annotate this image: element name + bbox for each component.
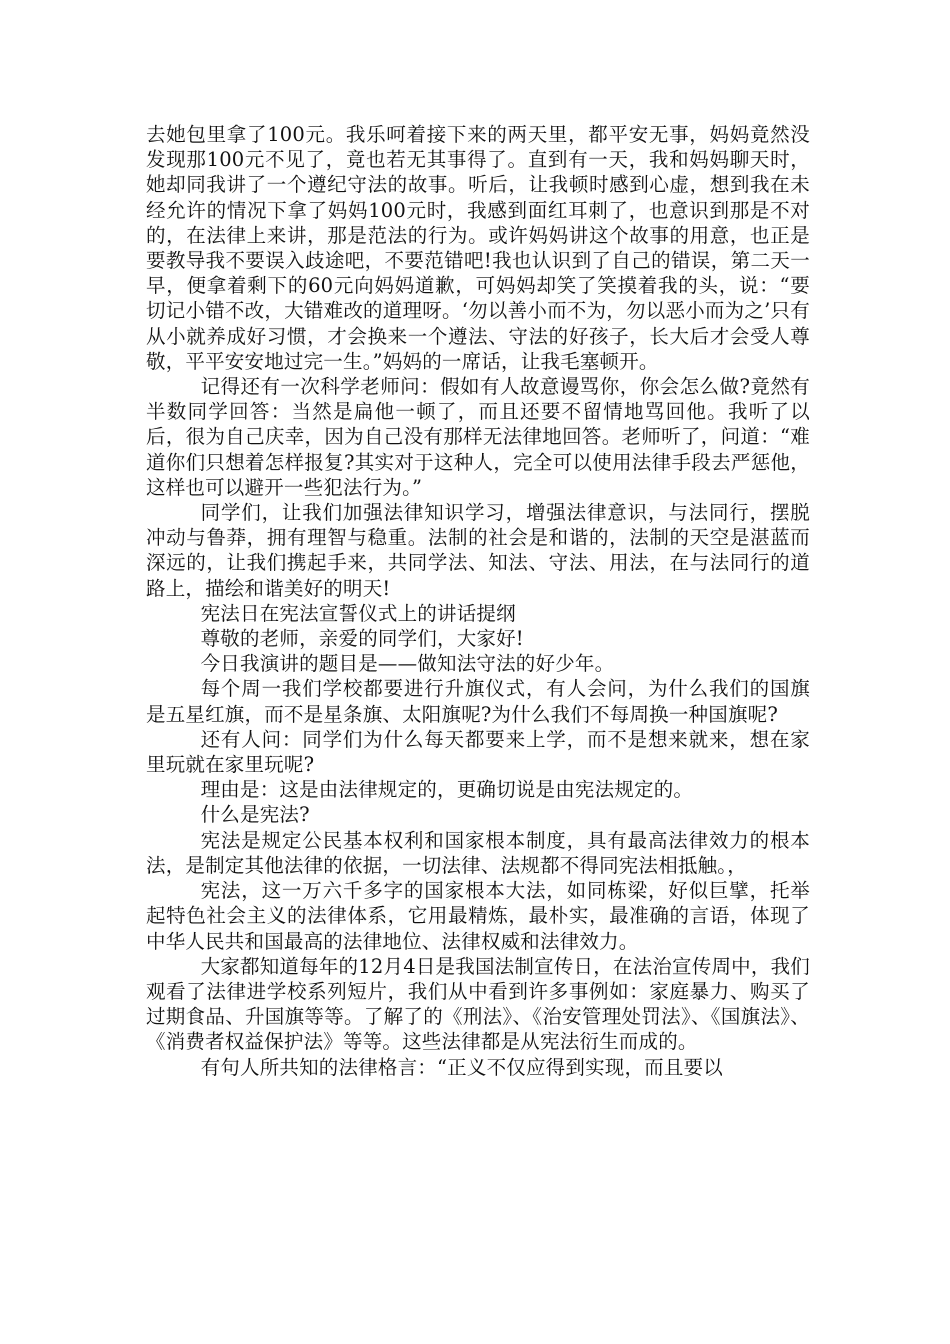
paragraph-7: 每个周一我们学校都要进行升旗仪式，有人会问，为什么我们的国旗是五星红旗，而不是星条旗、太阳旗呢?为什么我们不每周换一种国旗呢? (146, 677, 810, 726)
paragraph-11: 宪法是规定公民基本权利和国家根本制度，具有最高法律效力的根本法，是制定其他法律的依据，一切法律、法规都不得同宪法相抵触。， (146, 828, 810, 877)
paragraph-9: 理由是：这是由法律规定的，更确切说是由宪法规定的。 (200, 778, 694, 802)
paragraph-12: 宪法，这一万六千多字的国家根本大法，如同栋梁，好似巨擘，托举起特色社会主义的法律体系，它用最精炼，最朴实，最准确的言语，体现了中华人民共和国最高的法律地位、法律权威和法律效力。 (146, 879, 810, 953)
paragraph-3: 同学们，让我们加强法律知识学习，增强法律意识，与法同行，摆脱冲动与鲁莽，拥有理智与稳重。法制的社会是和谐的，法制的天空是湛蓝而深远的，让我们携起手来，共同学法、知法、守法、用法，在与法同行的道路上，描绘和谐美好的明天! (146, 501, 810, 600)
greeting: 尊敬的老师，亲爱的同学们，大家好! (200, 627, 524, 651)
document-body (146, 122, 810, 1080)
paragraph-1: 去她包里拿了100元。我乐呵着接下来的两天里，都平安无事，妈妈竟然没发现那100元不见了，竟也若无其事得了。直到有一天，我和妈妈聊天时，她却同我讲了一个遵纪守法的故事。听后，让我顿时感到心虚，想到我在未经允许的情况下拿了妈妈100元时，我感到面红耳刺了，也意识到那是不对的，在法律上来讲，那是范法的行为。或许妈妈讲这个故事的用意，也正是要教导我不要误入歧途吧，不要范错吧!我也认识到了自己的错误，第二天一早，便拿着剩下的60元向妈妈道歉，可妈妈却笑了笑摸着我的头，说：“要切记小错不改，大错难改的道理呀。‘勿以善小而不为，勿以恶小而为之’只有从小就养成好习惯，才会换来一个遵法、守法的好孩子，长大后才会受人尊敬，平平安安地过完一生。”妈妈的一席话，让我毛塞顿开。 (146, 123, 810, 373)
paragraph-2: 记得还有一次科学老师问：假如有人故意谩骂你，你会怎么做?竟然有半数同学回答：当然是扁他一顿了，而且还要不留情地骂回他。我听了以后，很为自己庆幸，因为自己没有那样无法律地回答。老师听了，问道：“难道你们只想着怎样报复?其实对于这种人，完全可以使用法律手段去严惩他，这样也可以避开一些犯法行为。” (146, 375, 810, 499)
speech-outline-title: 宪法日在宪法宣誓仪式上的讲话提纲 (200, 601, 516, 625)
paragraph-14: 有句人所共知的法律格言：“正义不仅应得到实现，而且要以 (200, 1055, 723, 1079)
paragraph-8: 还有人问：同学们为什么每天都要来上学，而不是想来就来，想在家里玩就在家里玩呢? (146, 727, 810, 777)
speech-topic: 今日我演讲的题目是——做知法守法的好少年。 (200, 652, 615, 676)
paragraph-10: 什么是宪法? (200, 803, 310, 827)
paragraph-13: 大家都知道每年的12月4日是我国法制宣传日，在法治宣传周中，我们观看了法律进学校系列短片，我们从中看到许多事例如：家庭暴力、购买了过期食品、升国旗等等。了解了的《刑法》、《治安管理处罚法》、《国旗法》、《消费者权益保护法》等等。这些法律都是从宪法衍生而成的。 (146, 954, 810, 1054)
